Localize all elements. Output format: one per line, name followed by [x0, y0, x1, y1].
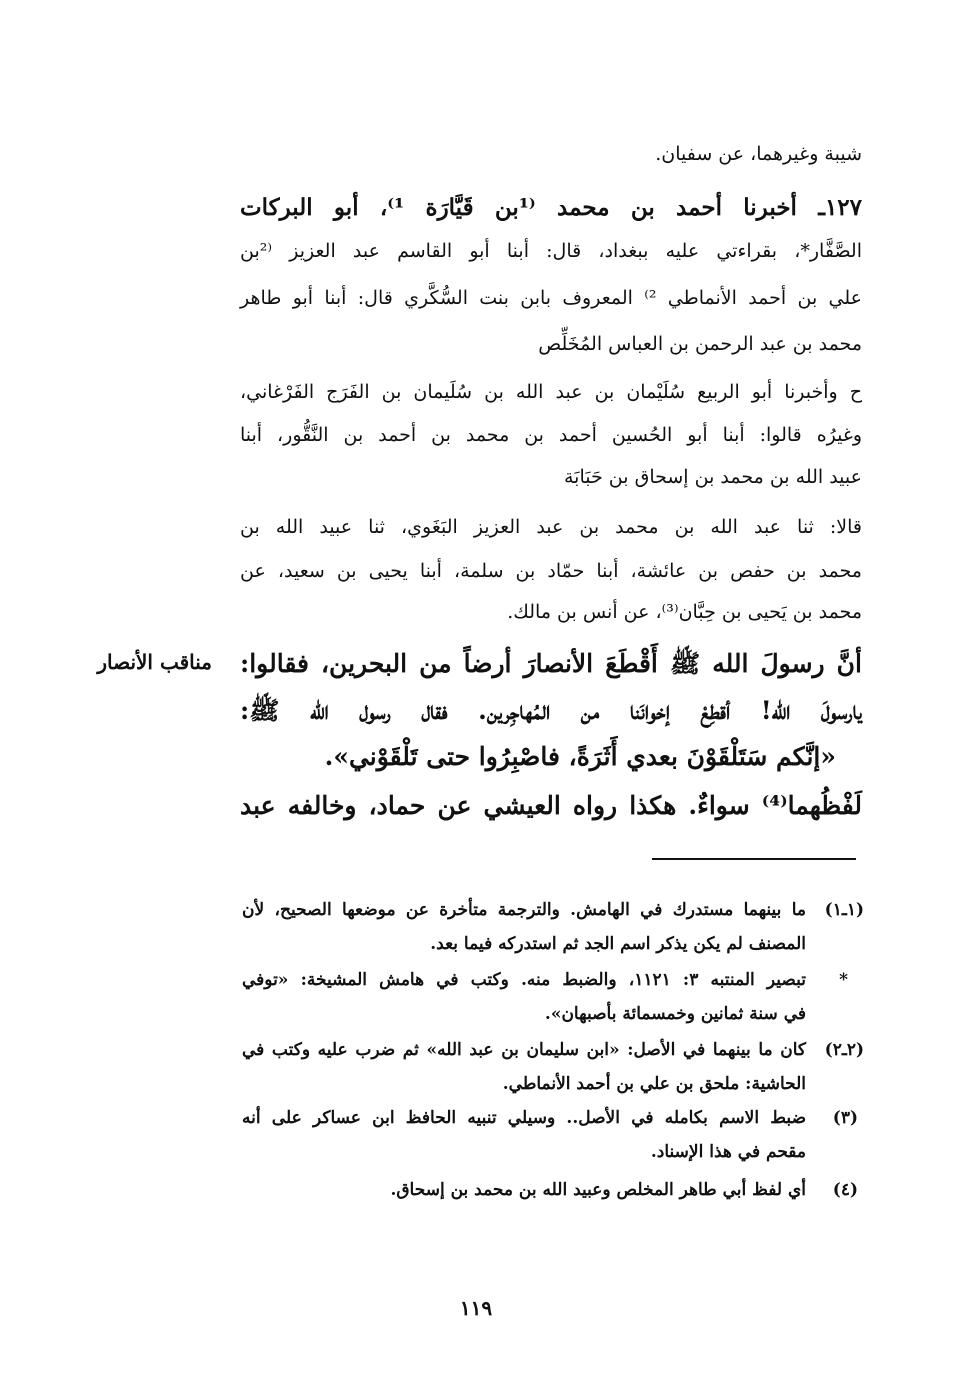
text-line: قالا: ثنا عبد الله بن محمد بن عبد العزيز البَغَوي، ثنا عبيد الله بن — [240, 516, 862, 538]
text-line: عبيد الله بن محمد بن إسحاق بن حَبَابَة — [564, 466, 862, 488]
footnote-number: (٢ـ٢) — [824, 1040, 864, 1060]
footnote-number: (٣) — [832, 1108, 858, 1128]
footnote-line: مقحم في هذا الإسناد. — [650, 1142, 806, 1162]
footnote-line: في سنة ثمانين وخمسمائة بأصبهان». — [544, 1004, 806, 1024]
footnote-line: ما بينهما مستدرك في الهامش. والترجمة متأخرة عن موضعها الصحيح، لأن — [242, 900, 806, 920]
footnote-divider — [652, 858, 856, 860]
footnote-asterisk: * — [839, 970, 848, 990]
entry-heading-line: ١٢٧ـ أخبرنا أحمد بن محمد ⁽¹بن قَيَّارَة ¹⁾، أبو البركات — [240, 194, 863, 221]
footnote-line: كان ما بينهما في الأصل: «ابن سليمان بن عبد الله» ثم ضرب عليه وكتب في — [242, 1040, 806, 1060]
hadith-quote-line: «إنَّكم سَتَلْقَوْنَ بعدي أَثَرَةً، فاصْبِرُوا حتى تَلْقَوْني». — [324, 742, 836, 771]
text-line: ح وأخبرنا أبو الربيع سُلَيْمان بن عبد الله بن سُلَيمان بن الفَرَج الفَرْغاني، — [240, 381, 862, 403]
footnote-line: أي لفظ أبي طاهر المخلص وعبيد الله بن محمد بن إسحاق. — [390, 1180, 806, 1200]
footnote-number: (١ـ١) — [824, 900, 864, 920]
text-line: وغيرُه قالوا: أبنا أبو الحُسين أحمد بن محمد بن أحمد بن النَّقُّور، أبنا — [240, 424, 862, 446]
text-line: شيبة وغيرهما، عن سفيان. — [655, 143, 862, 165]
text-line: علي بن أحمد الأنماطي ²⁾ المعروف بابن بنت السُّكَّري قال: أبنا أبو طاهر — [240, 287, 862, 309]
page-number: ١١٩ — [459, 1296, 493, 1320]
text-line: الصَّفَّار*، بقراءتي عليه ببغداد، قال: أبنا أبو القاسم عبد العزيز ⁽²بن — [240, 240, 862, 262]
text-line: محمد بن حفص بن عائشة، أبنا حمّاد بن سلمة، أبنا يحيى بن سعيد، عن — [240, 560, 862, 582]
footnote-number: (٤) — [832, 1180, 858, 1200]
footnote-line: تبصير المنتبه ٣: ١١٢١، والضبط منه. وكتب في هامش المشيخة: «توفي — [242, 970, 807, 990]
footnote-line: الحاشية: ملحق بن علي بن أحمد الأنماطي. — [502, 1074, 806, 1094]
text-line: محمد بن عبد الرحمن بن العباس المُخَلِّص — [538, 333, 862, 355]
text-line: محمد بن يَحيى بن حِبَّان⁽³⁾، عن أنس بن مالك. — [507, 601, 862, 623]
footnote-line: المصنف لم يكن يذكر اسم الجد ثم استدركه فيما بعد. — [430, 934, 806, 954]
text-line: لَفْظُهما⁽⁴⁾ سواءٌ. هكذا رواه العيشي عن حماد، وخالفه عبد — [240, 791, 862, 820]
hadith-line: أنَّ رسولَ الله ﷺ أَقْطَعَ الأنصارَ أرضاً من البحرين، فقالوا: — [240, 649, 862, 678]
footnote-line: ضبط الاسم بكامله في الأصل.. وسيلي تنبيه الحافظ ابن عساكر على أنه — [242, 1108, 806, 1128]
hadith-line: يارسولَ الله! أقطِعْ إخوانَنا من المُهاجِرين. فقال رسول الله ﷺ: — [240, 696, 862, 725]
margin-note: مناقب الأنصار — [97, 650, 212, 674]
